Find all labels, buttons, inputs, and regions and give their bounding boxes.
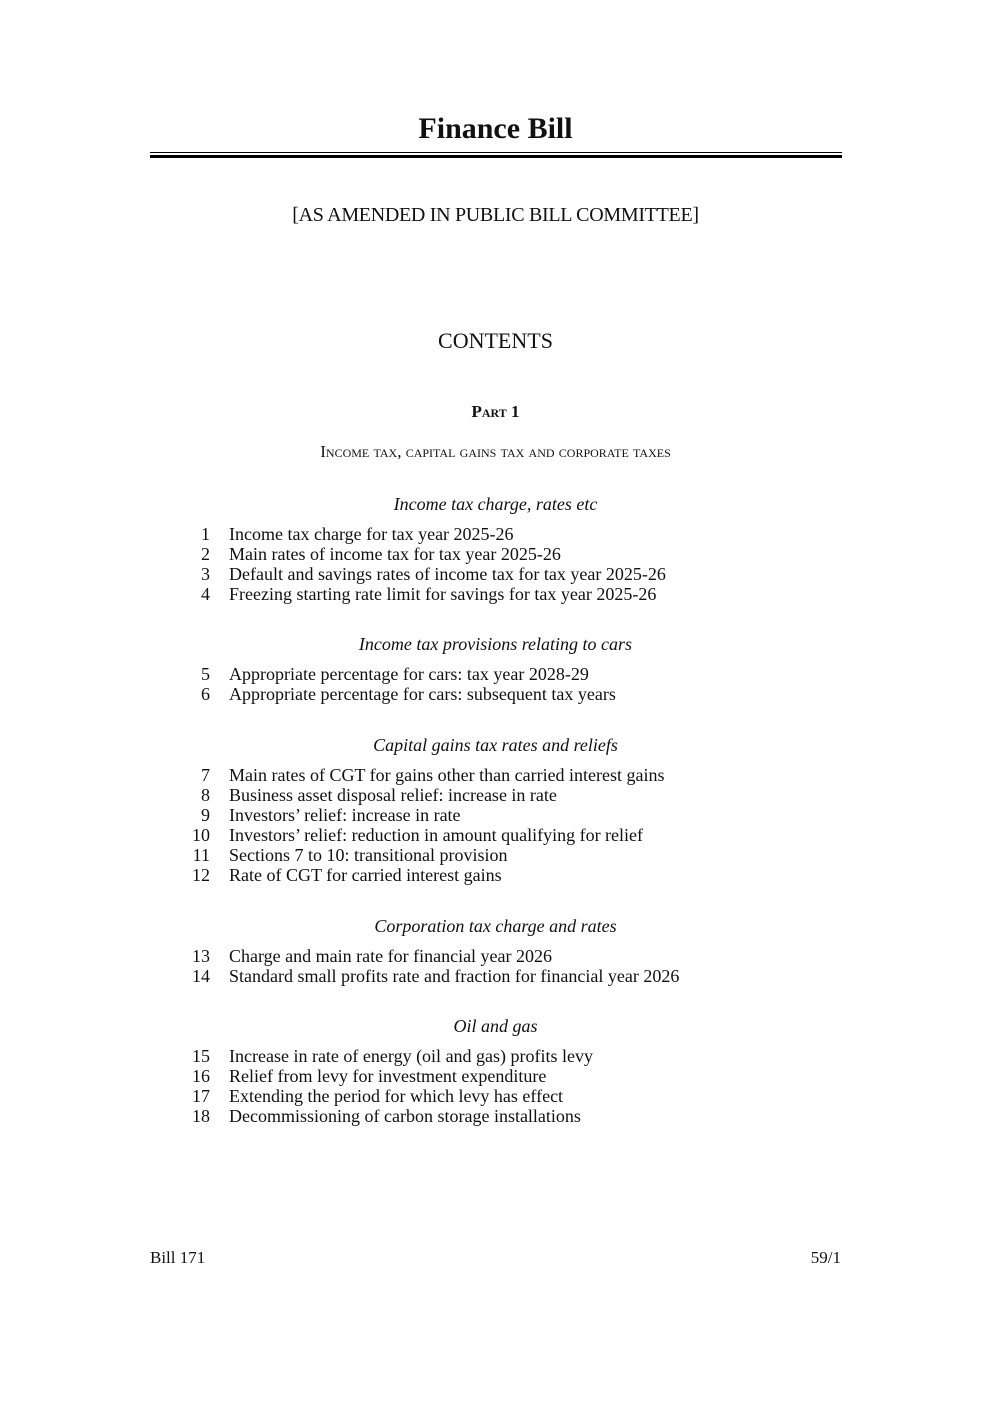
item-number: 8 [201, 785, 210, 805]
contents-item[interactable] [150, 1106, 850, 1126]
item-title: Rate of CGT for carried interest gains [229, 865, 502, 885]
section-heading: Corporation tax charge and rates [374, 916, 617, 936]
part-heading: Part 1 [471, 402, 520, 421]
item-title: Default and savings rates of income tax for tax year 2025-26 [229, 564, 666, 584]
contents-item[interactable] [150, 966, 850, 986]
contents-item[interactable] [150, 544, 850, 564]
section-item-list [150, 765, 850, 885]
item-title: Main rates of income tax for tax year 2025-26 [229, 544, 561, 564]
bill-status: [AS AMENDED IN PUBLIC BILL COMMITTEE] [292, 204, 699, 226]
item-number: 3 [201, 564, 210, 584]
section-item-list [150, 524, 850, 604]
item-number: 10 [192, 825, 210, 845]
item-title: Appropriate percentage for cars: tax year 2028-29 [229, 664, 589, 684]
document-title: Finance Bill [418, 112, 573, 145]
contents-item[interactable] [150, 946, 850, 966]
item-title: Relief from levy for investment expenditure [229, 1066, 547, 1086]
item-title: Increase in rate of energy (oil and gas) profits levy [229, 1046, 594, 1066]
item-title: Business asset disposal relief: increase in rate [229, 785, 557, 805]
item-number: 2 [201, 544, 210, 564]
contents-item[interactable] [150, 785, 850, 805]
item-title: Standard small profits rate and fraction for financial year 2026 [229, 966, 680, 986]
contents-item[interactable] [150, 1046, 850, 1066]
item-number: 7 [201, 765, 210, 785]
item-title: Charge and main rate for financial year 2026 [229, 946, 553, 966]
contents-item[interactable] [150, 765, 850, 785]
item-number: 6 [201, 684, 210, 704]
item-title: Extending the period for which levy has effect [229, 1086, 564, 1106]
contents-item[interactable] [150, 664, 850, 684]
item-number: 17 [192, 1086, 210, 1106]
contents-item[interactable] [150, 865, 850, 885]
contents-item[interactable] [150, 825, 850, 845]
item-number: 12 [192, 865, 210, 885]
item-number: 5 [201, 664, 210, 684]
item-title: Freezing starting rate limit for savings for tax year 2025-26 [229, 584, 657, 604]
contents-item[interactable] [150, 845, 850, 865]
item-number: 9 [201, 805, 210, 825]
contents-item[interactable] [150, 564, 850, 584]
page-reference: 59/1 [810, 1248, 841, 1267]
contents-item[interactable] [150, 524, 850, 544]
section-item-list [150, 946, 850, 986]
item-number: 14 [192, 966, 210, 986]
item-number: 16 [192, 1066, 210, 1086]
item-title: Sections 7 to 10: transitional provision [229, 845, 508, 865]
item-number: 11 [192, 845, 210, 865]
item-title: Income tax charge for tax year 2025-26 [229, 524, 514, 544]
item-number: 15 [192, 1046, 210, 1066]
section-item-list [150, 1046, 850, 1126]
contents-item[interactable] [150, 1086, 850, 1106]
item-number: 4 [201, 584, 210, 604]
section-heading: Capital gains tax rates and reliefs [373, 735, 618, 755]
title-rule-thick [150, 155, 842, 158]
contents-item[interactable] [150, 1066, 850, 1086]
item-title: Main rates of CGT for gains other than carried interest gains [229, 765, 665, 785]
bill-number: Bill 171 [150, 1248, 206, 1267]
contents-item[interactable] [150, 684, 850, 704]
item-title: Appropriate percentage for cars: subsequent tax years [229, 684, 616, 704]
section-heading: Income tax charge, rates etc [393, 494, 598, 514]
contents-item[interactable] [150, 584, 850, 604]
section-heading: Income tax provisions relating to cars [358, 634, 633, 654]
item-title: Decommissioning of carbon storage installations [229, 1106, 581, 1126]
contents-item[interactable] [150, 805, 850, 825]
part-title: Income tax, capital gains tax and corporate taxes [320, 442, 671, 461]
item-number: 13 [192, 946, 210, 966]
title-rule-thin [150, 152, 842, 153]
item-title: Investors’ relief: reduction in amount qualifying for relief [229, 825, 644, 845]
item-title: Investors’ relief: increase in rate [229, 805, 461, 825]
section-heading: Oil and gas [453, 1016, 538, 1036]
section-item-list [150, 664, 850, 704]
item-number: 1 [201, 524, 210, 544]
item-number: 18 [192, 1106, 210, 1126]
contents-heading: CONTENTS [438, 328, 553, 353]
